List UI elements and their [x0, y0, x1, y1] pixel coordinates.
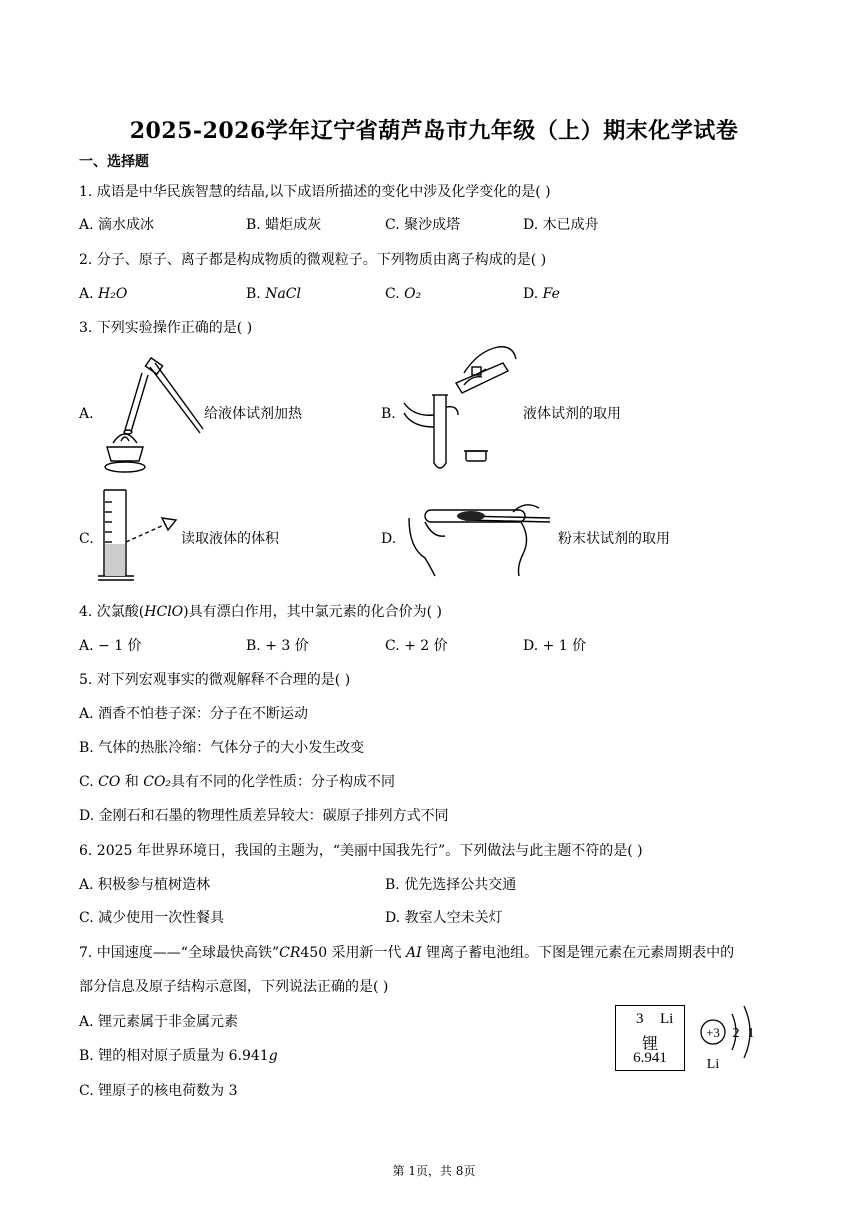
q4-option-c: C. + 2 价	[385, 638, 448, 654]
q3-caption-a: 给液体试剂加热	[204, 406, 302, 422]
q3-caption-b: 液体试剂的取用	[523, 406, 621, 422]
q3-label-c: C.	[79, 531, 94, 547]
q5-option-a: A. 酒香不怕巷子深：分子在不断运动	[79, 706, 309, 722]
q3-caption-d: 粉末状试剂的取用	[558, 531, 670, 547]
q1-option-c: C. 聚沙成塔	[385, 217, 461, 233]
q3-label-d: D.	[381, 531, 397, 547]
powder-reagent-illustration	[405, 498, 555, 578]
q4-option-d: D. + 1 价	[523, 638, 587, 654]
q5-stem: 5. 对下列宏观事实的微观解释不合理的是( )	[79, 672, 351, 688]
q2-option-b: B. NaCl	[246, 286, 301, 302]
q7-stem-line2: 部分信息及原子结构示意图，下列说法正确的是( )	[79, 979, 389, 995]
liquid-reagent-illustration	[398, 343, 523, 475]
heating-liquid-illustration	[95, 355, 205, 475]
q6-option-b: B. 优先选择公共交通	[385, 877, 517, 893]
q3-caption-c: 读取液体的体积	[181, 531, 279, 547]
read-volume-illustration	[96, 488, 182, 584]
shell-2-electrons: 1	[747, 1026, 755, 1041]
q7-option-a: A. 锂元素属于非金属元素	[79, 1014, 239, 1030]
shell-1-electrons: 2	[732, 1026, 740, 1041]
q4-stem: 4. 次氯酸(HClO)具有漂白作用，其中氯元素的化合价为( )	[79, 604, 443, 620]
q6-option-d: D. 教室人空未关灯	[385, 910, 503, 926]
element-card-lithium	[615, 1005, 685, 1071]
q4-option-a: A. − 1 价	[79, 638, 142, 654]
q6-option-a: A. 积极参与植树造林	[79, 877, 211, 893]
q3-label-a: A.	[79, 406, 94, 422]
q1-option-a: A. 滴水成冰	[79, 217, 155, 233]
lithium-atom-structure-diagram	[696, 992, 766, 1072]
q2-option-a: A. H₂O	[79, 286, 128, 302]
q6-option-c: C. 减少使用一次性餐具	[79, 910, 225, 926]
q7-option-b: B. 锂的相对原子质量为 6.941g	[79, 1048, 278, 1064]
q5-option-c: C. CO 和 CO₂具有不同的化学性质：分子构成不同	[79, 774, 396, 790]
q1-option-b: B. 蜡炬成灰	[246, 217, 322, 233]
section-heading: 一、选择题	[79, 154, 149, 170]
q3-stem: 3. 下列实验操作正确的是( )	[79, 320, 253, 336]
page-footer: 第 1页，共 8页	[392, 1164, 476, 1178]
nucleus-charge: +3	[706, 1025, 720, 1040]
q2-option-d: D. Fe	[523, 286, 560, 302]
atomic-mass: 6.941	[633, 1050, 667, 1066]
atom-symbol: Li	[706, 1057, 720, 1072]
page-title: 2025-2026学年辽宁省葫芦岛市九年级（上）期末化学试卷	[129, 118, 739, 144]
q5-option-d: D. 金刚石和石墨的物理性质差异较大：碳原子排列方式不同	[79, 808, 449, 824]
q1-option-d: D. 木已成舟	[523, 217, 599, 233]
q7-option-c: C. 锂原子的核电荷数为 3	[79, 1083, 238, 1099]
element-name: 锂	[641, 1036, 658, 1053]
q3-label-b: B.	[381, 406, 396, 422]
q2-option-c: C. O₂	[385, 286, 422, 302]
atomic-number: 3	[636, 1011, 644, 1027]
q4-option-b: B. + 3 价	[246, 638, 309, 654]
q7-stem-line1: 7. 中国速度——“全球最快高铁”CR450 采用新一代 AI 锂离子蓄电池组。下图是锂元素在元素周期表中的	[79, 945, 735, 961]
q5-option-b: B. 气体的热胀冷缩：气体分子的大小发生改变	[79, 740, 365, 756]
q6-stem: 6. 2025 年世界环境日，我国的主题为，“美丽中国我先行”。下列做法与此主题不符的是( )	[79, 843, 643, 859]
element-symbol: Li	[660, 1011, 674, 1027]
q1-stem: 1. 成语是中华民族智慧的结晶,以下成语所描述的变化中涉及化学变化的是( )	[79, 184, 551, 200]
q2-stem: 2. 分子、原子、离子都是构成物质的微观粒子。下列物质由离子构成的是( )	[79, 252, 547, 268]
